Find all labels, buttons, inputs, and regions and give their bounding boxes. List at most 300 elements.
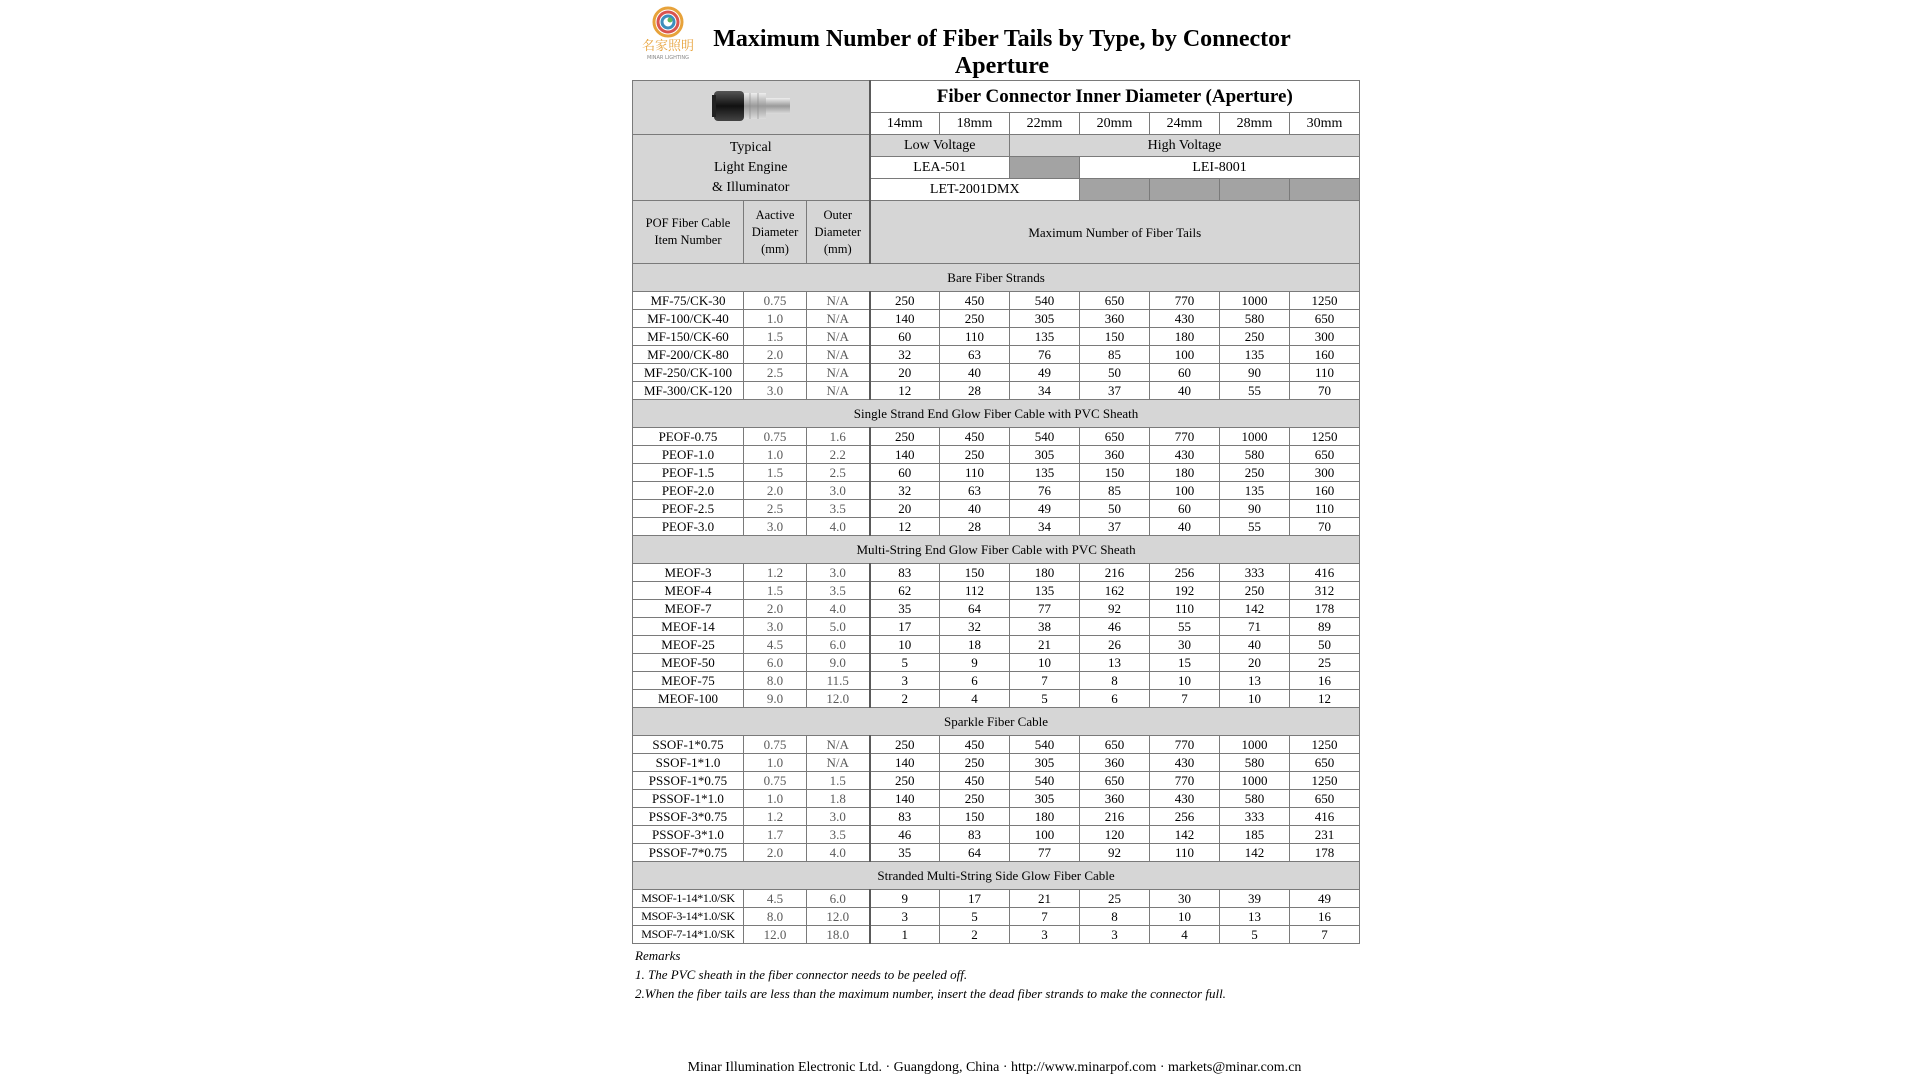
col-max-tails: Maximum Number of Fiber Tails [870, 201, 1360, 264]
value-cell: 60 [1150, 500, 1220, 518]
value-cell: 50 [1080, 364, 1150, 382]
value-cell: 21 [1010, 890, 1080, 908]
value-cell: 100 [1010, 826, 1080, 844]
value-cell: 1000 [1220, 428, 1290, 446]
active-diameter-cell: 0.75 [744, 292, 807, 310]
active-diameter-cell: 8.0 [744, 908, 807, 926]
value-cell: 90 [1220, 500, 1290, 518]
value-cell: 450 [940, 772, 1010, 790]
table-row [633, 636, 1360, 654]
item-number-cell: PSSOF-3*1.0 [633, 826, 744, 844]
value-cell: 6 [940, 672, 1010, 690]
typical-engine-label [633, 135, 870, 201]
active-diameter-cell: 1.2 [744, 808, 807, 826]
outer-diameter-cell: 5.0 [807, 618, 870, 636]
outer-diameter-cell: 4.0 [807, 844, 870, 862]
value-cell: 360 [1080, 446, 1150, 464]
item-number-cell: MF-100/CK-40 [633, 310, 744, 328]
value-cell: 360 [1080, 754, 1150, 772]
value-cell: 25 [1290, 654, 1360, 672]
table-row [633, 826, 1360, 844]
value-cell: 34 [1010, 382, 1080, 400]
outer-diameter-cell: N/A [807, 382, 870, 400]
product-let: LET-2001DMX [870, 179, 1080, 201]
value-cell: 650 [1080, 772, 1150, 790]
product-lea: LEA-501 [870, 157, 1010, 179]
value-cell: 35 [870, 844, 940, 862]
value-cell: 12 [870, 382, 940, 400]
table-row [633, 382, 1360, 400]
value-cell: 64 [940, 844, 1010, 862]
item-number-cell: SSOF-1*0.75 [633, 736, 744, 754]
value-cell: 92 [1080, 844, 1150, 862]
value-cell: 17 [940, 890, 1010, 908]
active-diameter-cell: 1.0 [744, 446, 807, 464]
value-cell: 85 [1080, 346, 1150, 364]
value-cell: 32 [870, 346, 940, 364]
value-cell: 178 [1290, 844, 1360, 862]
value-cell: 83 [870, 808, 940, 826]
value-cell: 35 [870, 600, 940, 618]
value-cell: 450 [940, 428, 1010, 446]
value-cell: 37 [1080, 382, 1150, 400]
value-cell: 305 [1010, 790, 1080, 808]
value-cell: 1250 [1290, 292, 1360, 310]
remark-item-2: 2.When the fiber tails are less than the maximum number, insert the dead fiber strands to make the connector full. [635, 986, 1226, 1001]
connector-image-cell [633, 81, 870, 135]
value-cell: 135 [1220, 346, 1290, 364]
active-diameter-cell: 1.0 [744, 790, 807, 808]
value-cell: 8 [1080, 672, 1150, 690]
item-number-cell: MEOF-50 [633, 654, 744, 672]
value-cell: 1250 [1290, 428, 1360, 446]
item-number-cell: MF-150/CK-60 [633, 328, 744, 346]
table-row [633, 844, 1360, 862]
value-cell: 60 [1150, 364, 1220, 382]
value-cell: 180 [1150, 464, 1220, 482]
value-cell: 360 [1080, 310, 1150, 328]
value-cell: 430 [1150, 310, 1220, 328]
value-cell: 50 [1290, 636, 1360, 654]
value-cell: 32 [870, 482, 940, 500]
value-cell: 21 [1010, 636, 1080, 654]
value-cell: 1 [870, 926, 940, 944]
table-row [633, 736, 1360, 754]
remark-item-1: 1. The PVC sheath in the fiber connector needs to be peeled off. [635, 967, 968, 982]
active-diameter-cell: 8.0 [744, 672, 807, 690]
value-cell: 7 [1010, 672, 1080, 690]
value-cell: 40 [1150, 382, 1220, 400]
value-cell: 20 [1220, 654, 1290, 672]
active-diameter-cell: 12.0 [744, 926, 807, 944]
value-cell: 40 [940, 500, 1010, 518]
remarks-title: Remarks [635, 948, 681, 963]
outer-diameter-cell: 4.0 [807, 600, 870, 618]
value-cell: 250 [940, 754, 1010, 772]
outer-diameter-cell: 1.6 [807, 428, 870, 446]
value-cell: 9 [870, 890, 940, 908]
value-cell: 650 [1290, 790, 1360, 808]
item-number-cell: MF-300/CK-120 [633, 382, 744, 400]
value-cell: 112 [940, 582, 1010, 600]
high-voltage-label: High Voltage [1010, 135, 1360, 157]
value-cell: 16 [1290, 908, 1360, 926]
value-cell: 305 [1010, 446, 1080, 464]
fiber-connector-icon [706, 83, 796, 129]
value-cell: 85 [1080, 482, 1150, 500]
value-cell: 770 [1150, 292, 1220, 310]
col-active-text: Aactive Diameter (mm) [751, 207, 799, 256]
item-number-cell: MF-200/CK-80 [633, 346, 744, 364]
value-cell: 185 [1220, 826, 1290, 844]
table-row [633, 500, 1360, 518]
value-cell: 150 [1080, 464, 1150, 482]
outer-diameter-cell: 6.0 [807, 636, 870, 654]
table-row [633, 754, 1360, 772]
value-cell: 305 [1010, 754, 1080, 772]
value-cell: 250 [1220, 328, 1290, 346]
value-cell: 650 [1290, 310, 1360, 328]
value-cell: 12 [1290, 690, 1360, 708]
value-cell: 13 [1080, 654, 1150, 672]
item-number-cell: MSOF-3-14*1.0/SK [633, 908, 744, 926]
value-cell: 333 [1220, 564, 1290, 582]
value-cell: 160 [1290, 346, 1360, 364]
value-cell: 300 [1290, 464, 1360, 482]
table-row [633, 310, 1360, 328]
value-cell: 110 [1290, 500, 1360, 518]
active-diameter-cell: 2.0 [744, 844, 807, 862]
value-cell: 60 [870, 328, 940, 346]
value-cell: 770 [1150, 736, 1220, 754]
value-cell: 142 [1150, 826, 1220, 844]
active-diameter-cell: 2.0 [744, 482, 807, 500]
value-cell: 650 [1290, 754, 1360, 772]
value-cell: 12 [870, 518, 940, 536]
outer-diameter-cell: N/A [807, 346, 870, 364]
blank-cell [1150, 179, 1220, 201]
value-cell: 140 [870, 310, 940, 328]
value-cell: 10 [1150, 672, 1220, 690]
product-lei: LEI-8001 [1080, 157, 1360, 179]
value-cell: 180 [1150, 328, 1220, 346]
value-cell: 13 [1220, 908, 1290, 926]
value-cell: 30 [1150, 890, 1220, 908]
value-cell: 360 [1080, 790, 1150, 808]
section-title: Single Strand End Glow Fiber Cable with PVC Sheath [633, 400, 1360, 428]
value-cell: 162 [1080, 582, 1150, 600]
value-cell: 13 [1220, 672, 1290, 690]
active-diameter-cell: 9.0 [744, 690, 807, 708]
value-cell: 37 [1080, 518, 1150, 536]
value-cell: 333 [1220, 808, 1290, 826]
active-diameter-cell: 1.5 [744, 464, 807, 482]
active-diameter-cell: 3.0 [744, 618, 807, 636]
spec-document [632, 0, 1357, 1003]
outer-diameter-cell: 3.5 [807, 500, 870, 518]
active-diameter-cell: 2.0 [744, 600, 807, 618]
outer-diameter-cell: N/A [807, 364, 870, 382]
outer-diameter-cell: N/A [807, 328, 870, 346]
outer-diameter-cell: 6.0 [807, 890, 870, 908]
value-cell: 49 [1010, 364, 1080, 382]
value-cell: 140 [870, 446, 940, 464]
value-cell: 430 [1150, 754, 1220, 772]
value-cell: 250 [1220, 464, 1290, 482]
value-cell: 77 [1010, 844, 1080, 862]
outer-diameter-cell: 2.5 [807, 464, 870, 482]
value-cell: 60 [870, 464, 940, 482]
aperture-header: 18mm [940, 113, 1010, 135]
item-number-cell: PSSOF-3*0.75 [633, 808, 744, 826]
value-cell: 1000 [1220, 292, 1290, 310]
blank-cell [1290, 179, 1360, 201]
value-cell: 1000 [1220, 772, 1290, 790]
svg-text:MINAR LIGHTING: MINAR LIGHTING [646, 55, 690, 61]
aperture-header: 14mm [870, 113, 940, 135]
remarks-block [632, 946, 1357, 1003]
value-cell: 160 [1290, 482, 1360, 500]
outer-diameter-cell: N/A [807, 736, 870, 754]
value-cell: 142 [1220, 600, 1290, 618]
col-outer-diameter [807, 201, 870, 264]
value-cell: 430 [1150, 790, 1220, 808]
value-cell: 49 [1010, 500, 1080, 518]
value-cell: 110 [1290, 364, 1360, 382]
outer-diameter-cell: 18.0 [807, 926, 870, 944]
value-cell: 7 [1150, 690, 1220, 708]
outer-diameter-cell: N/A [807, 310, 870, 328]
value-cell: 540 [1010, 736, 1080, 754]
table-row [633, 690, 1360, 708]
item-number-cell: PEOF-1.0 [633, 446, 744, 464]
item-number-cell: PEOF-0.75 [633, 428, 744, 446]
value-cell: 55 [1150, 618, 1220, 636]
value-cell: 540 [1010, 428, 1080, 446]
outer-diameter-cell: 3.0 [807, 482, 870, 500]
active-diameter-cell: 1.7 [744, 826, 807, 844]
table-row [633, 518, 1360, 536]
value-cell: 180 [1010, 564, 1080, 582]
table-row [633, 772, 1360, 790]
value-cell: 62 [870, 582, 940, 600]
table-row [633, 890, 1360, 908]
value-cell: 18 [940, 636, 1010, 654]
item-number-cell: PEOF-1.5 [633, 464, 744, 482]
value-cell: 46 [1080, 618, 1150, 636]
value-cell: 55 [1220, 518, 1290, 536]
item-number-cell: MSOF-7-14*1.0/SK [633, 926, 744, 944]
value-cell: 140 [870, 754, 940, 772]
value-cell: 6 [1080, 690, 1150, 708]
value-cell: 28 [940, 382, 1010, 400]
value-cell: 76 [1010, 482, 1080, 500]
value-cell: 20 [870, 500, 940, 518]
item-number-cell: MEOF-75 [633, 672, 744, 690]
outer-diameter-cell: 2.2 [807, 446, 870, 464]
item-number-cell: PEOF-2.5 [633, 500, 744, 518]
value-cell: 3 [1080, 926, 1150, 944]
outer-diameter-cell: 3.5 [807, 582, 870, 600]
active-diameter-cell: 0.75 [744, 772, 807, 790]
value-cell: 580 [1220, 754, 1290, 772]
value-cell: 250 [940, 446, 1010, 464]
value-cell: 120 [1080, 826, 1150, 844]
value-cell: 2 [870, 690, 940, 708]
value-cell: 3 [1010, 926, 1080, 944]
active-diameter-cell: 3.0 [744, 382, 807, 400]
value-cell: 650 [1290, 446, 1360, 464]
value-cell: 7 [1010, 908, 1080, 926]
value-cell: 10 [1010, 654, 1080, 672]
value-cell: 135 [1010, 464, 1080, 482]
value-cell: 49 [1290, 890, 1360, 908]
value-cell: 110 [940, 464, 1010, 482]
value-cell: 450 [940, 736, 1010, 754]
active-diameter-cell: 4.5 [744, 636, 807, 654]
value-cell: 17 [870, 618, 940, 636]
table-row [633, 908, 1360, 926]
item-number-cell: PSSOF-7*0.75 [633, 844, 744, 862]
item-number-cell: MEOF-3 [633, 564, 744, 582]
active-diameter-cell: 0.75 [744, 736, 807, 754]
value-cell: 256 [1150, 808, 1220, 826]
value-cell: 580 [1220, 446, 1290, 464]
table-row [633, 328, 1360, 346]
value-cell: 100 [1150, 346, 1220, 364]
item-number-cell: SSOF-1*1.0 [633, 754, 744, 772]
value-cell: 39 [1220, 890, 1290, 908]
value-cell: 76 [1010, 346, 1080, 364]
active-diameter-cell: 1.0 [744, 310, 807, 328]
outer-diameter-cell: 1.5 [807, 772, 870, 790]
value-cell: 4 [940, 690, 1010, 708]
outer-diameter-cell: 1.8 [807, 790, 870, 808]
item-number-cell: MEOF-14 [633, 618, 744, 636]
value-cell: 250 [940, 790, 1010, 808]
blank-cell [1010, 157, 1080, 179]
aperture-header: 24mm [1150, 113, 1220, 135]
value-cell: 32 [940, 618, 1010, 636]
value-cell: 30 [1150, 636, 1220, 654]
value-cell: 216 [1080, 564, 1150, 582]
value-cell: 135 [1010, 328, 1080, 346]
outer-diameter-cell: 9.0 [807, 654, 870, 672]
active-diameter-cell: 2.5 [744, 364, 807, 382]
fiber-tails-table [632, 80, 1360, 944]
value-cell: 10 [1220, 690, 1290, 708]
page-title: Maximum Number of Fiber Tails by Type, by Connector Aperture [713, 26, 1291, 79]
table-row [633, 600, 1360, 618]
outer-diameter-cell: 3.0 [807, 808, 870, 826]
value-cell: 5 [870, 654, 940, 672]
value-cell: 83 [940, 826, 1010, 844]
value-cell: 5 [1220, 926, 1290, 944]
value-cell: 38 [1010, 618, 1080, 636]
outer-diameter-cell: 3.0 [807, 564, 870, 582]
value-cell: 135 [1220, 482, 1290, 500]
active-diameter-cell: 1.0 [744, 754, 807, 772]
value-cell: 46 [870, 826, 940, 844]
value-cell: 192 [1150, 582, 1220, 600]
value-cell: 770 [1150, 772, 1220, 790]
col-active-diameter [744, 201, 807, 264]
value-cell: 1000 [1220, 736, 1290, 754]
value-cell: 250 [870, 292, 940, 310]
value-cell: 5 [1010, 690, 1080, 708]
value-cell: 9 [940, 654, 1010, 672]
outer-diameter-cell: 4.0 [807, 518, 870, 536]
col-item-number [633, 201, 744, 264]
value-cell: 5 [940, 908, 1010, 926]
value-cell: 55 [1220, 382, 1290, 400]
value-cell: 28 [940, 518, 1010, 536]
active-diameter-cell: 3.0 [744, 518, 807, 536]
table-row [633, 292, 1360, 310]
value-cell: 650 [1080, 428, 1150, 446]
document-header [632, 0, 1357, 80]
value-cell: 110 [1150, 844, 1220, 862]
active-diameter-cell: 0.75 [744, 428, 807, 446]
value-cell: 305 [1010, 310, 1080, 328]
value-cell: 83 [870, 564, 940, 582]
active-diameter-cell: 6.0 [744, 654, 807, 672]
outer-diameter-cell: 11.5 [807, 672, 870, 690]
value-cell: 430 [1150, 446, 1220, 464]
typical-label-text: Typical Light Engine & Illuminator [712, 139, 790, 195]
item-number-cell: PSSOF-1*1.0 [633, 790, 744, 808]
value-cell: 216 [1080, 808, 1150, 826]
item-number-cell: MF-75/CK-30 [633, 292, 744, 310]
value-cell: 63 [940, 346, 1010, 364]
item-number-cell: MEOF-25 [633, 636, 744, 654]
value-cell: 250 [870, 428, 940, 446]
table-row [633, 482, 1360, 500]
aperture-header: 28mm [1220, 113, 1290, 135]
value-cell: 10 [870, 636, 940, 654]
section-title: Sparkle Fiber Cable [633, 708, 1360, 736]
value-cell: 40 [1150, 518, 1220, 536]
value-cell: 89 [1290, 618, 1360, 636]
value-cell: 312 [1290, 582, 1360, 600]
value-cell: 650 [1080, 292, 1150, 310]
value-cell: 3 [870, 908, 940, 926]
item-number-cell: MEOF-4 [633, 582, 744, 600]
value-cell: 20 [870, 364, 940, 382]
table-row [633, 582, 1360, 600]
outer-diameter-cell: 3.5 [807, 826, 870, 844]
value-cell: 770 [1150, 428, 1220, 446]
item-number-cell: MEOF-100 [633, 690, 744, 708]
value-cell: 140 [870, 790, 940, 808]
value-cell: 110 [940, 328, 1010, 346]
value-cell: 3 [870, 672, 940, 690]
table-row [633, 364, 1360, 382]
value-cell: 90 [1220, 364, 1290, 382]
value-cell: 540 [1010, 292, 1080, 310]
value-cell: 40 [940, 364, 1010, 382]
value-cell: 92 [1080, 600, 1150, 618]
active-diameter-cell: 1.2 [744, 564, 807, 582]
active-diameter-cell: 1.5 [744, 582, 807, 600]
blank-cell [1220, 179, 1290, 201]
table-row [633, 654, 1360, 672]
table-row [633, 428, 1360, 446]
active-diameter-cell: 2.5 [744, 500, 807, 518]
table-row [633, 808, 1360, 826]
table-row [633, 346, 1360, 364]
value-cell: 4 [1150, 926, 1220, 944]
